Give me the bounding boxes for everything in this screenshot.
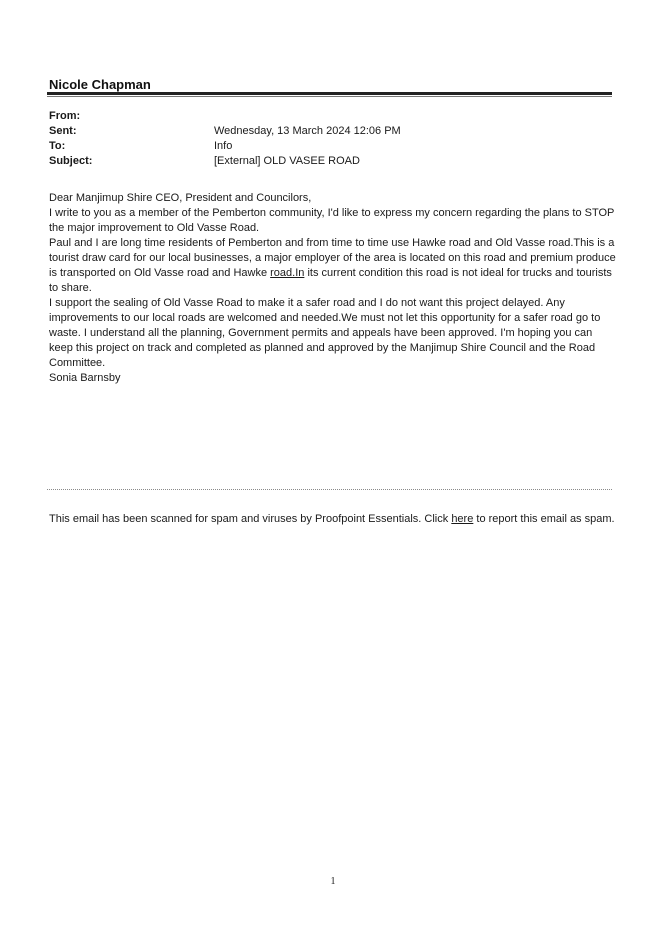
sent-row (49, 124, 609, 139)
header-rule-thick (47, 92, 612, 95)
email-body (49, 191, 619, 386)
sent-label: Sent: (49, 125, 77, 137)
email-header (49, 109, 609, 169)
from-label: From: (49, 110, 81, 122)
to-value: Info (214, 140, 233, 152)
footer-divider (47, 489, 612, 490)
body-paragraph-1: I write to you as a member of the Pemberton community, I'd like to express my concern regarding the plans to STOP the major improvement to Old Vasse Road. (49, 207, 615, 234)
signature: Sonia Barnsby (49, 372, 121, 384)
greeting: Dear Manjimup Shire CEO, President and Councilors, (49, 192, 312, 204)
header-rule-thin (47, 96, 612, 97)
to-row (49, 139, 609, 154)
report-spam-link[interactable]: here (451, 513, 474, 525)
from-row (49, 109, 609, 124)
page-number: 1 (330, 876, 336, 887)
to-label: To: (49, 140, 66, 152)
from-value (214, 109, 609, 124)
spam-notice-tail: to report this email as spam. (473, 513, 615, 525)
sender-name: Nicole Chapman (49, 77, 151, 92)
sent-value: Wednesday, 13 March 2024 12:06 PM (214, 125, 401, 137)
subject-row (49, 154, 609, 169)
body-paragraph-3: I support the sealing of Old Vasse Road to make it a safer road and I do not want this project delayed. Any improvements to our local roads are welcomed and needed.We must not let this opportunity for a safer road go to waste. I understand all the planning, Government permits and appeals have been approved. I'm hoping you can keep this project on track and completed as planned and approved by the Manjimup Shire Council and the Road Committee. (49, 297, 601, 369)
subject-value: [External] OLD VASEE ROAD (214, 155, 360, 167)
spam-notice-text: This email has been scanned for spam and viruses by Proofpoint Essentials. Click (49, 513, 452, 525)
body-paragraph-2-text: Paul and I are long time residents of Pemberton and from time to time use Hawke road and Old Vasse road.This is a tourist draw card for our local businesses, a major employer of the area is located on this road and premium produce is transported on Old Vasse road and Hawke (49, 237, 616, 279)
spam-scan-notice (49, 512, 624, 527)
body-paragraph-2-tail: its current condition this road is not ideal for trucks and tourists to share. (49, 267, 612, 294)
body-paragraph-2 (49, 236, 619, 296)
subject-label: Subject: (49, 155, 93, 167)
road-link[interactable]: road.In (270, 267, 305, 279)
